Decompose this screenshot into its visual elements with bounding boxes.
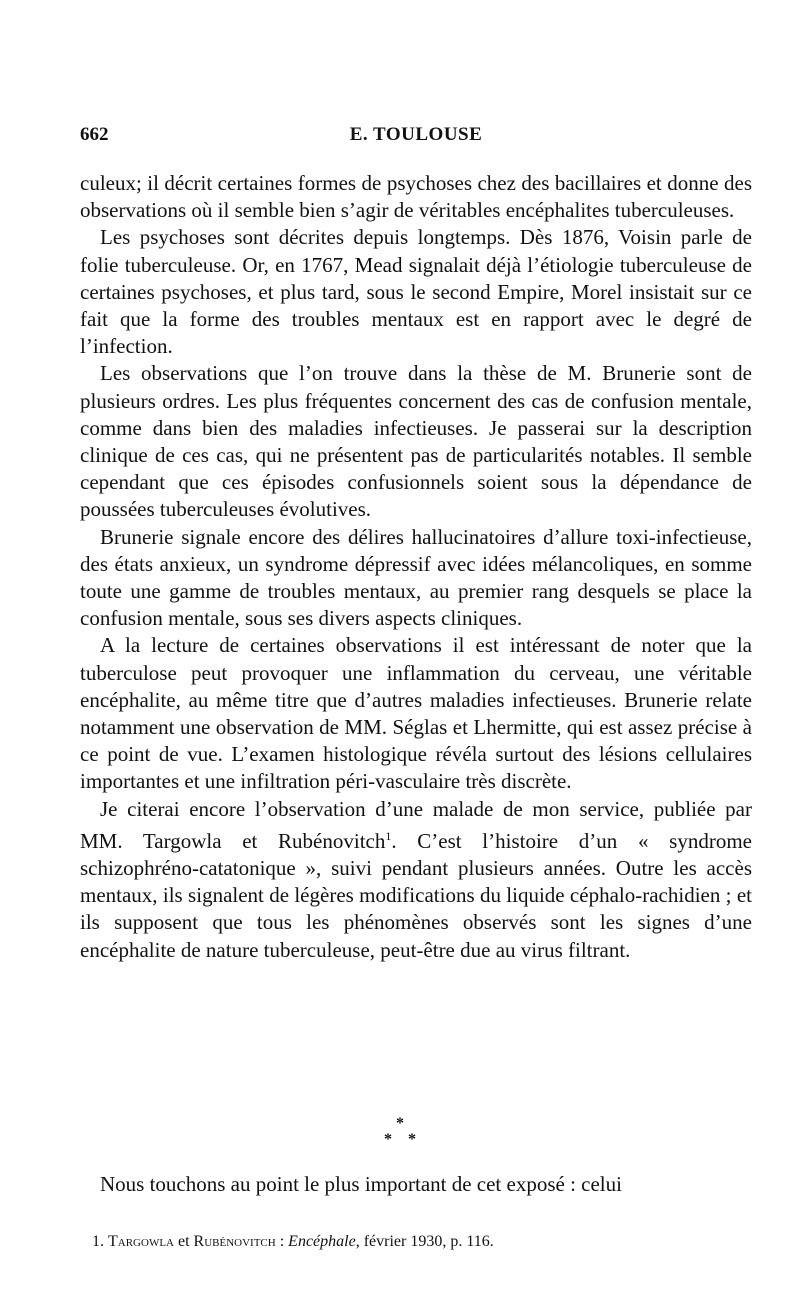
- page-number: 662: [80, 124, 109, 145]
- paragraph: Les observations que l’on trouve dans la thèse de M. Brunerie sont de plusieurs ordres. Les plus fréquentes concernent des cas de confusion mentale, comme dans bien des maladies infectieuses. Je passerai sur la description clinique de ces cas, qui ne présentent pas de particularités notables. Il semble cependant que ces épisodes confusionnels soient sous la dépendance de poussées tuberculeuses évolutives.: [80, 361, 752, 522]
- asterism-bottom: * *: [384, 1131, 422, 1148]
- footnote-conj: et: [174, 1233, 194, 1250]
- paragraph: [80, 796, 752, 964]
- footnote-number: 1.: [92, 1233, 104, 1250]
- paragraph: Brunerie signale encore des délires hallucinatoires d’allure toxi-infectieuse, des états anxieux, un syndrome dépressif avec idées mélancoliques, en somme toute une gamme de troubles mentaux, au premier rang desquels se place la confusion mentale, sous ses divers aspects cliniques.: [80, 524, 752, 631]
- footnote: [80, 1232, 752, 1252]
- footnote-author: Rubénovitch: [193, 1233, 276, 1250]
- footnote-sep: :: [275, 1233, 289, 1250]
- footnote-journal: Encéphale: [288, 1233, 356, 1250]
- paragraph: A la lecture de certaines observations il est intéressant de noter que la tuberculose peut provoquer une inflammation du cerveau, une véritable encéphalite, au même titre que d’autres maladies infectieuses. Brunerie relate notamment une observation de MM. Séglas et Lhermitte, qui est assez précise à ce point de vue. L’examen histologique révéla surtout des lésions cellulaires importantes et une infiltration péri-vasculaire très discrète.: [80, 633, 752, 794]
- paragraph-text: . C’est l’histoire d’un « syndrome schizophréno-catatonique », suivi pendant plusieurs années. Outre les accès mentaux, ils signalent de légères modifications du liquide céphalo-rachidien ; et ils supposent que tous les phénomènes observés sont les signes d’une encéphalite de nature tuberculeuse, peut-être due au virus filtrant.: [80, 828, 752, 962]
- asterism-top: *: [396, 1115, 404, 1132]
- page-header: [80, 124, 752, 154]
- body-text: [80, 170, 752, 964]
- paragraph: Les psychoses sont décrites depuis longtemps. Dès 1876, Voisin parle de folie tuberculeuse. Or, en 1767, Mead signalait déjà l’étiologie tuberculeuse de certaines psychoses, et plus tard, sous le second Empire, Morel insistait sur ce fait que la forme des troubles mentaux est en rapport avec le degré de l’infection.: [80, 225, 752, 359]
- footnote-ref: 1: [385, 828, 392, 843]
- asterism: [375, 1116, 425, 1148]
- running-title: E. TOULOUSE: [349, 124, 483, 145]
- last-paragraph: Nous touchons au point le plus important de cet exposé : celui: [100, 1172, 622, 1196]
- paragraph: culeux; il décrit certaines formes de psychoses chez des bacillaires et donne des observations où il semble bien s’agir de véritables encéphalites tuberculeuses.: [80, 171, 752, 223]
- footnote-author: Targowla: [108, 1233, 174, 1250]
- paragraph-text: Je citerai encore l’observation d’une malade de mon service, publiée par MM. Targowla et Rubénovitch: [80, 796, 752, 853]
- footnote-rest: , février 1930, p. 116.: [355, 1233, 494, 1250]
